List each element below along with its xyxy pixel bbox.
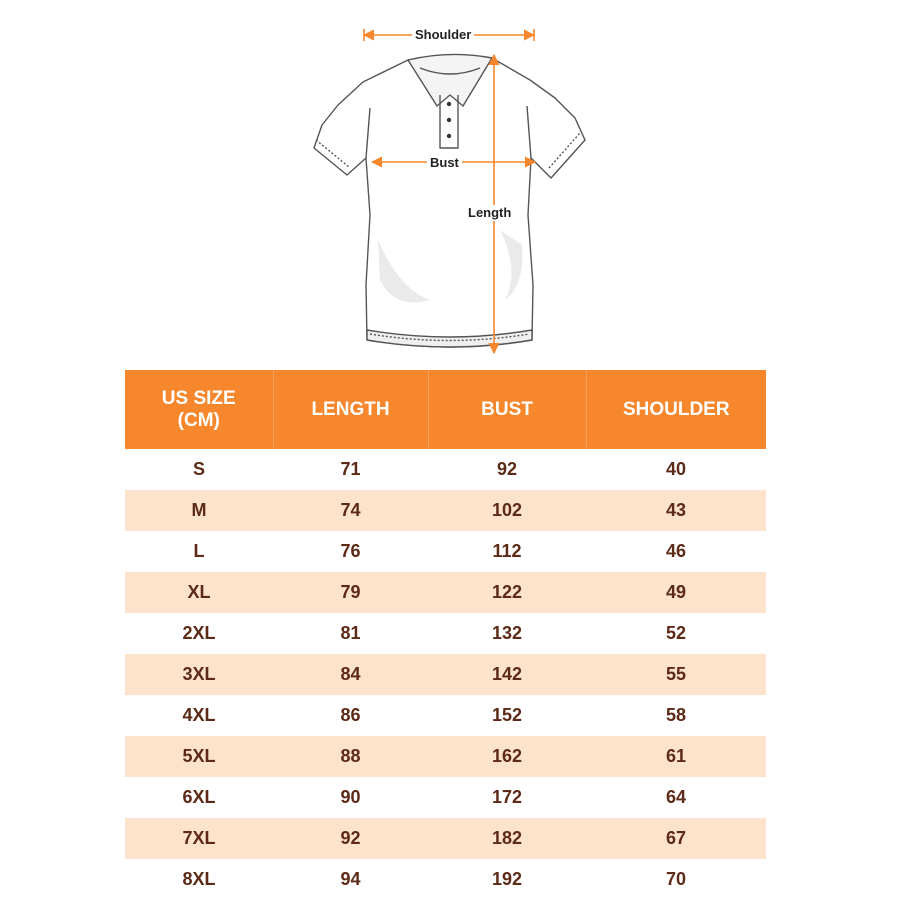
header-bust: BUST — [428, 370, 586, 449]
cell-bust: 182 — [428, 818, 586, 859]
cell-shoulder: 70 — [586, 859, 766, 900]
cell-bust: 102 — [428, 490, 586, 531]
cell-length: 71 — [273, 449, 428, 490]
size-rows — [125, 449, 766, 900]
cell-bust: 152 — [428, 695, 586, 736]
cell-size: S — [125, 449, 273, 490]
table-row — [125, 572, 766, 613]
table-row — [125, 490, 766, 531]
cell-size: 5XL — [125, 736, 273, 777]
cell-size: 3XL — [125, 654, 273, 695]
table-row — [125, 449, 766, 490]
table-row — [125, 695, 766, 736]
length-label: Length — [465, 205, 514, 221]
cell-size: 2XL — [125, 613, 273, 654]
cell-size: M — [125, 490, 273, 531]
cell-size: L — [125, 531, 273, 572]
cell-bust: 162 — [428, 736, 586, 777]
cell-shoulder: 40 — [586, 449, 766, 490]
cell-length: 84 — [273, 654, 428, 695]
table-header-row — [125, 370, 766, 449]
shoulder-label: Shoulder — [412, 27, 474, 43]
cell-shoulder: 55 — [586, 654, 766, 695]
header-shoulder: SHOULDER — [586, 370, 766, 449]
cell-shoulder: 43 — [586, 490, 766, 531]
cell-size: 7XL — [125, 818, 273, 859]
cell-shoulder: 58 — [586, 695, 766, 736]
header-us-size-line2: (CM) — [177, 409, 220, 431]
cell-bust: 192 — [428, 859, 586, 900]
table-row — [125, 613, 766, 654]
table-row — [125, 859, 766, 900]
table-row — [125, 818, 766, 859]
cell-length: 81 — [273, 613, 428, 654]
cell-shoulder: 64 — [586, 777, 766, 818]
table-row — [125, 736, 766, 777]
size-chart-table — [125, 370, 766, 900]
cell-shoulder: 49 — [586, 572, 766, 613]
cell-shoulder: 61 — [586, 736, 766, 777]
polo-shirt-icon — [314, 54, 585, 347]
cell-size: 4XL — [125, 695, 273, 736]
header-length: LENGTH — [273, 370, 428, 449]
cell-shoulder: 67 — [586, 818, 766, 859]
header-us-size-line1: US SIZE — [161, 387, 236, 409]
header-us-size — [125, 370, 273, 449]
table-row — [125, 777, 766, 818]
cell-length: 92 — [273, 818, 428, 859]
cell-bust: 122 — [428, 572, 586, 613]
cell-length: 76 — [273, 531, 428, 572]
cell-bust: 92 — [428, 449, 586, 490]
cell-length: 88 — [273, 736, 428, 777]
shirt-measurement-diagram — [0, 0, 900, 360]
cell-bust: 142 — [428, 654, 586, 695]
cell-length: 86 — [273, 695, 428, 736]
table-row — [125, 654, 766, 695]
cell-bust: 172 — [428, 777, 586, 818]
cell-bust: 132 — [428, 613, 586, 654]
cell-length: 94 — [273, 859, 428, 900]
table-row — [125, 531, 766, 572]
bust-label: Bust — [427, 155, 462, 171]
cell-size: 6XL — [125, 777, 273, 818]
cell-length: 90 — [273, 777, 428, 818]
cell-length: 79 — [273, 572, 428, 613]
cell-bust: 112 — [428, 531, 586, 572]
cell-size: 8XL — [125, 859, 273, 900]
cell-shoulder: 46 — [586, 531, 766, 572]
polo-shirt-illustration — [0, 0, 900, 360]
cell-length: 74 — [273, 490, 428, 531]
cell-size: XL — [125, 572, 273, 613]
cell-shoulder: 52 — [586, 613, 766, 654]
